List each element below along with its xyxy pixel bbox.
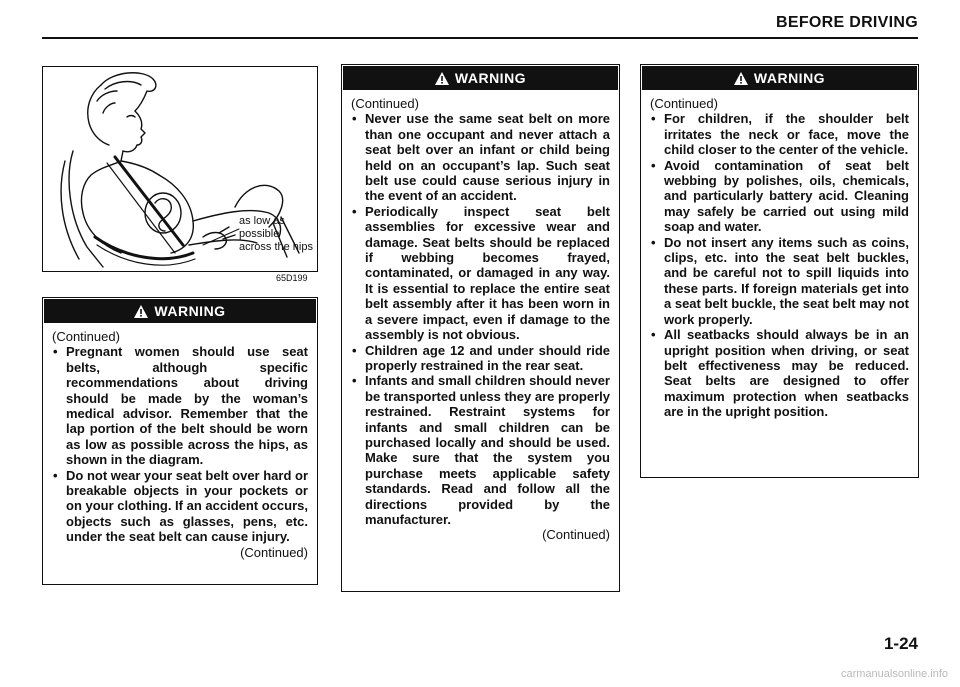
warning-item: • Children age 12 and under should ride properly restrained in the rear seat. (351, 343, 610, 374)
warning-header (642, 66, 917, 90)
warning-body (43, 323, 317, 564)
warning-triangle-icon (435, 72, 449, 85)
warning-box-3 (640, 64, 919, 478)
warning-list (351, 111, 610, 527)
warning-list (650, 111, 909, 419)
warning-body (641, 90, 918, 424)
warning-item: • Never use the same seat belt on more than one occupant and never attach a seat belt over an infant or child being held on an occupant’s lap. Such seat belt use could cause serious injury in the event of an accident. (351, 111, 610, 203)
figure-annotation-line2: across the hips (239, 241, 313, 253)
warning-body (342, 90, 619, 547)
warning-triangle-icon (134, 305, 148, 318)
page-number: 1-24 (883, 634, 918, 653)
page-header-title: BEFORE DRIVING (776, 14, 918, 31)
figure-annotation-line1: as low as possible (239, 215, 285, 240)
warning-item: • Infants and small children should never be transported unless they are properly restrained. Restraint systems for infants and small children can be purchased locally and should be used. Make sure that the system you purchase meets applicable safety standards. Read and follow all the directions provided by the manufacturer. (351, 373, 610, 527)
warning-list (52, 344, 308, 544)
continued-top: (Continued) (650, 96, 718, 111)
continued-top: (Continued) (52, 329, 120, 344)
warning-header (343, 66, 618, 90)
warning-item: • All seatbacks should always be in an upright position when driving, or seat belt effectiveness may be reduced. Seat belts are designed to offer maximum protection when seatbacks are in the upright position. (650, 327, 909, 419)
warning-heading: WARNING (154, 303, 226, 319)
warning-triangle-icon (734, 72, 748, 85)
continued-top: (Continued) (351, 96, 419, 111)
figure-annotation (239, 215, 317, 254)
warning-item: • Do not wear your seat belt over hard or breakable objects in your pockets or on your clothing. If an accident occurs, objects such as glasses, pens, etc. under the seat belt can cause injury. (52, 468, 308, 545)
warning-item: • Pregnant women should use seat belts, although specific recommendations about driving should be made by the woman’s medical advisor. Remember that the lap portion of the belt should be worn as low as possible across the hips, as shown in the diagram. (52, 344, 308, 467)
warning-header (44, 299, 316, 323)
warning-heading: WARNING (753, 70, 826, 86)
continued-bottom: (Continued) (240, 544, 308, 560)
warning-item: • Avoid contamination of seat belt webbing by polishes, oils, chemicals, and particularly battery acid. Cleaning may safely be carried out using mild soap and water. (650, 158, 909, 235)
figure-code: 65D199 (276, 273, 308, 283)
continued-bottom: (Continued) (542, 527, 610, 543)
warning-item: • For children, if the shoulder belt irritates the neck or face, move the child closer to the center of the vehicle. (650, 111, 909, 157)
pregnant-seatbelt-illustration (42, 66, 318, 272)
warning-box-2 (341, 64, 620, 592)
warning-item: • Periodically inspect seat belt assemblies for excessive wear and damage. Seat belts should be replaced if webbing becomes frayed, contaminated, or damaged in any way. It is essential to replace the entire seat belt assembly after it has been worn in a severe impact, even if damage to the assembly is not obvious. (351, 204, 610, 343)
warning-box-1 (42, 297, 318, 585)
warning-heading: WARNING (454, 70, 527, 86)
watermark-text: carmanualsonline.info (840, 668, 948, 680)
warning-item: • Do not insert any items such as coins, clips, etc. into the seat belt buckles, and be careful not to spill liquids into these parts. If foreign materials get into a seat belt buckle, the seat belt may not work properly. (650, 235, 909, 327)
header-rule (42, 37, 918, 39)
